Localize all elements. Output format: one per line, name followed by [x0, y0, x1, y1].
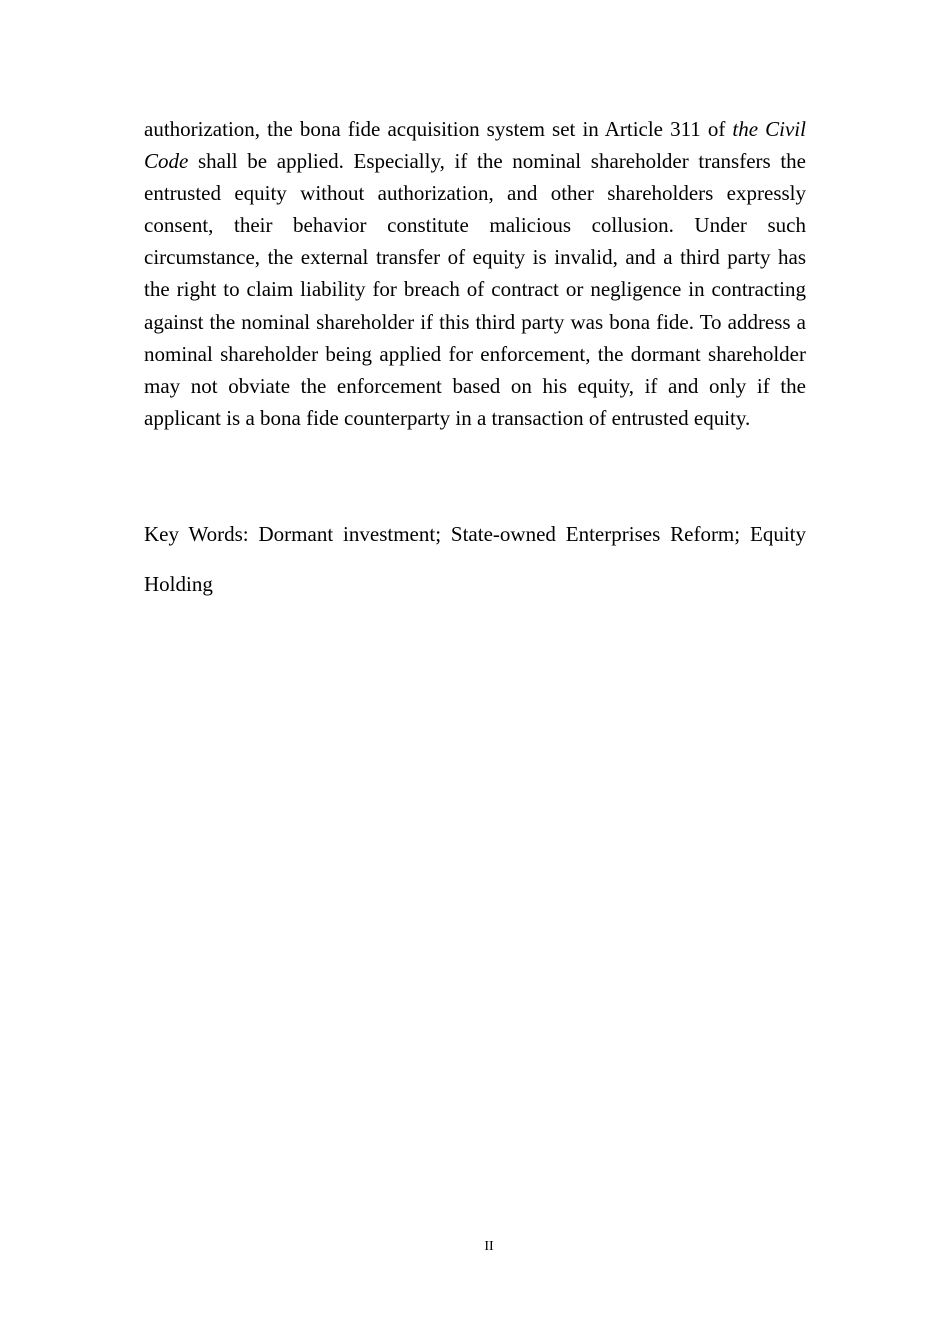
abstract-text-part-1: authorization, the bona fide acquisition system set in Article 311 of: [144, 117, 733, 141]
page-number: II: [484, 1239, 494, 1254]
abstract-paragraph: [144, 113, 806, 434]
abstract-text-part-2: shall be applied. Especially, if the nominal shareholder transfers the entrusted equity without authorization, and other shareholders expressly consent, their behavior constitute malicious collusion. Under such circumstance, the external transfer of equity is invalid, and a third party has the right to claim liability for breach of contract or negligence in contracting against the nominal shareholder if this third party was bona fide. To address a nominal shareholder being applied for enforcement, the dormant shareholder may not obviate the enforcement based on his equity, if and only if the applicant is a bona fide counterparty in a transaction of entrusted equity.: [144, 149, 806, 430]
civil-code-title: the Civil Code: [144, 117, 806, 174]
keywords-line: Key Words: Dormant investment; State-owned Enterprises Reform; Equity Holding: [144, 522, 806, 596]
